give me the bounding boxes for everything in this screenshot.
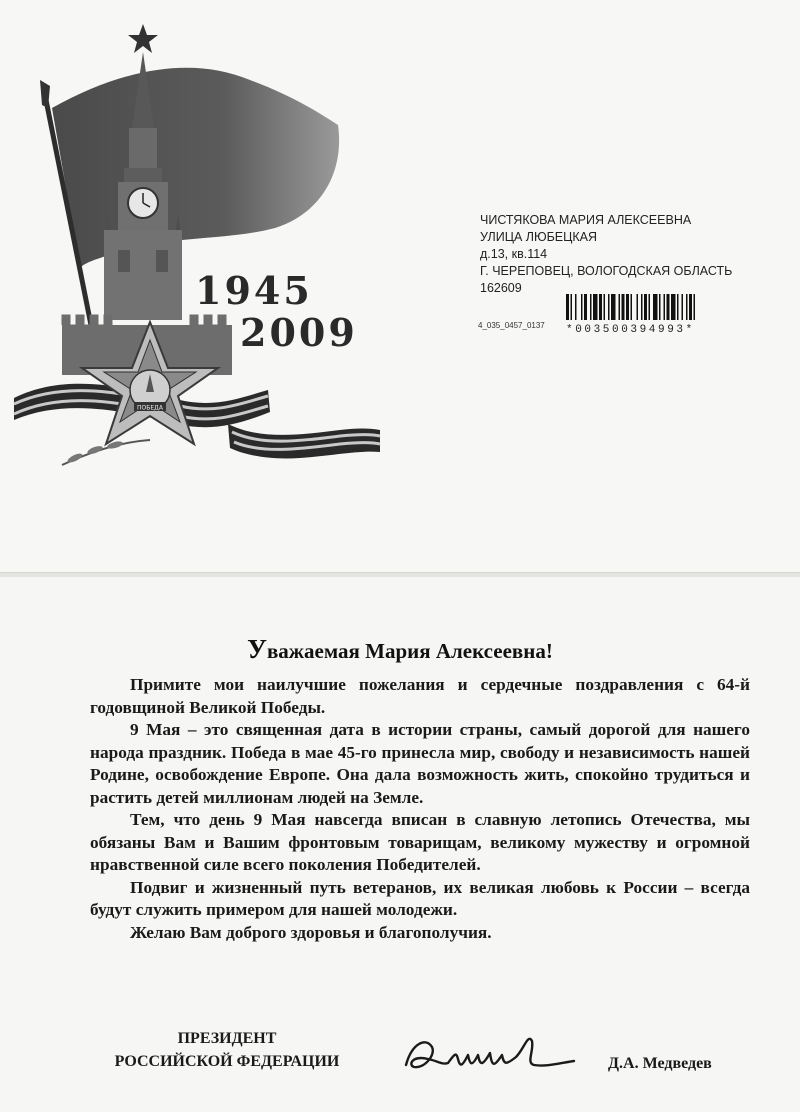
year-end: 2009 — [240, 310, 358, 355]
kremlin-star-icon — [128, 24, 158, 53]
greeting-rest: важаемая Мария Алексеевна! — [266, 639, 553, 663]
signatory-title-line2: РОССИЙСКОЙ ФЕДЕРАЦИИ — [114, 1053, 340, 1070]
barcode-bar — [581, 294, 583, 320]
barcode-bar — [590, 294, 592, 320]
barcode-bar — [664, 294, 666, 320]
year-start: 1945 — [195, 268, 313, 313]
signatory-title — [92, 1027, 362, 1073]
signatory-name: Д.А. Медведев — [608, 1055, 712, 1072]
letter-paragraph: 9 Мая – это священная дата в истории страны, самый дорогой для нашего народа праздник. Победа в мае 45-го принесла мир, свободу и независимость нашей Родине, освобождение Европе. Она дала возможность жить, спокойно трудиться и растить детей миллионам людей на Земле. — [90, 720, 750, 807]
barcode-bar — [584, 294, 587, 320]
handwritten-signature — [398, 1025, 578, 1085]
barcode-bar — [599, 294, 602, 320]
recipient-name: ЧИСТЯКОВА МАРИЯ АЛЕКСЕЕВНА — [480, 213, 692, 227]
letter-paragraph: Примите мои наилучшие пожелания и сердечные поздравления с 64-й годовщиной Великой Победы. — [90, 675, 750, 717]
barcode-bar — [644, 294, 647, 320]
barcode-bar — [653, 294, 658, 320]
barcode-bar — [575, 294, 577, 320]
barcode-bar — [686, 294, 688, 320]
barcode-icon — [566, 294, 756, 320]
barcode-bar — [677, 294, 679, 320]
greeting-initial: У — [247, 634, 267, 664]
barcode-bar — [694, 294, 696, 320]
barcode-bar — [689, 294, 692, 320]
recipient-postcode: 162609 — [480, 281, 522, 295]
victory-day-illustration — [0, 0, 460, 490]
letter-greeting — [0, 634, 800, 665]
signatory-title-line1: ПРЕЗИДЕНТ — [177, 1030, 277, 1047]
letter-paragraph: Тем, что день 9 Мая навсегда вписан в славную летопись Отечества, мы обязаны Вам и Вашим фронтовым товарищам, великому мужеству и огромной нравственной силе всего поколения Победителей. — [90, 810, 750, 874]
barcode-bar — [608, 294, 610, 320]
barcode-bar — [682, 294, 684, 320]
barcode-bar — [593, 294, 598, 320]
letter-closing: Желаю Вам доброго здоровья и благополучия. — [130, 922, 492, 942]
recipient-city: Г. ЧЕРЕПОВЕЦ, ВОЛОГОДСКАЯ ОБЛАСТЬ — [480, 264, 733, 278]
barcode-bar — [626, 294, 629, 320]
barcode-bar — [667, 294, 670, 320]
red-flag-shape — [52, 68, 339, 268]
barcode-bar — [604, 294, 606, 320]
barcode-bar — [659, 294, 661, 320]
barcode-bar — [641, 294, 643, 320]
barcode-digits: *003500394993* — [566, 324, 695, 336]
recipient-address — [480, 212, 732, 297]
barcode-bar — [622, 294, 625, 320]
barcode-bar — [619, 294, 621, 320]
recipient-street: УЛИЦА ЛЮБЕЦКАЯ — [480, 230, 598, 244]
postal-barcode-block — [478, 294, 768, 344]
letter-body — [90, 674, 750, 944]
barcode-bar — [649, 294, 651, 320]
barcode-bar — [631, 294, 633, 320]
recipient-house: д.13, кв.114 — [480, 247, 548, 261]
barcode-bar — [571, 294, 573, 320]
medal-text: ПОБЕДА — [137, 404, 163, 412]
barcode-bar — [671, 294, 676, 320]
letter-sheet — [0, 577, 800, 1112]
postal-code-id: 4_035_0457_0137 — [478, 321, 545, 330]
letter-paragraph: Подвиг и жизненный путь ветеранов, их великая любовь к России – всегда будут служить примером для нашей молодежи. — [90, 877, 750, 919]
barcode-bar — [637, 294, 639, 320]
barcode-bar — [566, 294, 569, 320]
barcode-bar — [611, 294, 616, 320]
